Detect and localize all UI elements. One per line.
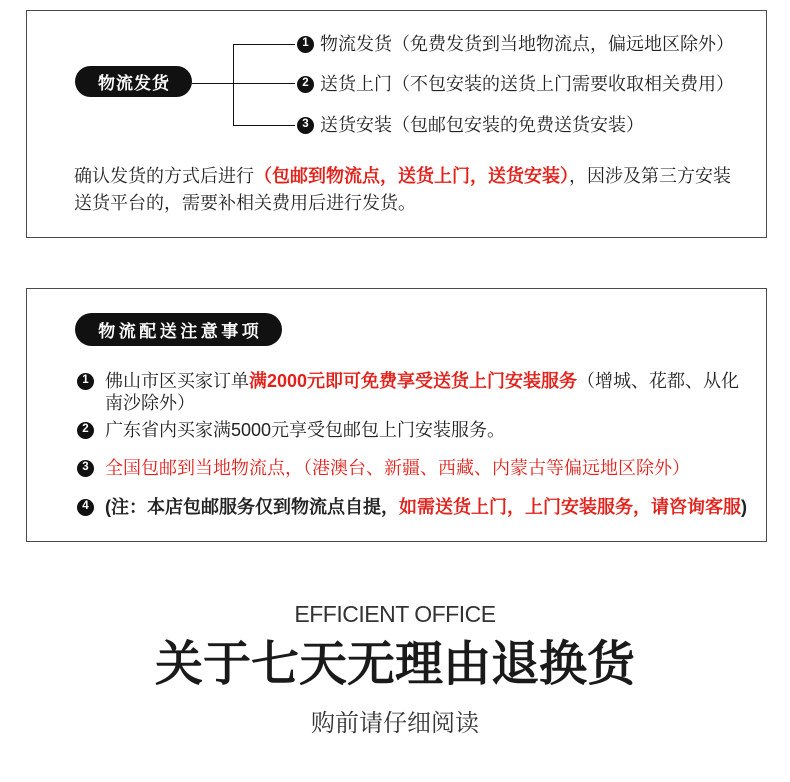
delivery-notice-box — [26, 288, 767, 542]
notice-badge: 物流配送注意事项 — [75, 313, 282, 346]
notice-text: （增城、花都、从化南沙除外） — [105, 371, 740, 413]
notice-text: 佛山市区买家订单 — [105, 371, 249, 391]
shipping-option-label: 送货上门（不包安装的送货上门需要收取相关费用） — [320, 74, 734, 94]
shipping-option-label: 物流发货（免费发货到当地物流点，偏远地区除外） — [320, 34, 734, 54]
shipping-badge: 物流发货 — [75, 66, 192, 97]
notice-highlight: 满2000元即可免费享受送货上门安装服务 — [249, 371, 578, 391]
notice-highlight: 全国包邮到当地物流点，（港澳台、新疆、西藏、内蒙古等偏远地区除外） — [105, 458, 690, 478]
shipping-option-label: 送货安装（包邮包安装的免费送货安装） — [320, 115, 644, 135]
notice-item-text — [105, 370, 748, 414]
shipping-note-text: ，因涉及第三方安装送货平台的，需要补相关费用后进行发货。 — [74, 166, 731, 213]
number-1-icon: 1 — [297, 36, 314, 53]
shipping-note-text: 确认发货的方式后进行 — [74, 166, 254, 186]
notice-item-1 — [77, 370, 748, 414]
notice-item-text — [105, 496, 747, 518]
shipping-note-paragraph — [74, 163, 731, 217]
shipping-note-highlight: （包邮到物流点，送货上门，送货安装） — [254, 166, 569, 186]
number-4-icon: 4 — [77, 499, 94, 516]
section-title: 关于七天无理由退换货 — [154, 638, 635, 691]
bracket-branch-line-3 — [233, 125, 295, 126]
number-3-icon: 3 — [77, 460, 94, 477]
notice-highlight: 如需送货上门，上门安装服务，请咨询客服 — [399, 497, 741, 517]
bracket-connector-line — [192, 83, 295, 84]
notice-item-text: 广东省内买家满5000元享受包邮包上门安装服务。 — [105, 420, 506, 440]
bracket-vertical-line — [233, 44, 234, 126]
section-subtitle: 购前请仔细阅读 — [311, 710, 479, 737]
shipping-option-3 — [297, 113, 644, 137]
section-eyebrow: EFFICIENT OFFICE — [294, 601, 496, 627]
number-2-icon: 2 — [77, 422, 94, 439]
notice-item-2 — [77, 419, 505, 441]
number-3-icon: 3 — [297, 117, 314, 134]
notice-item-4 — [77, 496, 747, 518]
bracket-branch-line-1 — [233, 44, 295, 45]
notice-text: (注：本店包邮服务仅到物流点自提， — [105, 497, 399, 517]
notice-text: ) — [741, 497, 747, 517]
shipping-option-1 — [297, 32, 734, 56]
number-1-icon: 1 — [77, 373, 94, 390]
number-2-icon: 2 — [297, 76, 314, 93]
notice-item-3 — [77, 457, 690, 479]
shipping-option-2 — [297, 72, 734, 96]
shipping-methods-box — [26, 10, 767, 238]
